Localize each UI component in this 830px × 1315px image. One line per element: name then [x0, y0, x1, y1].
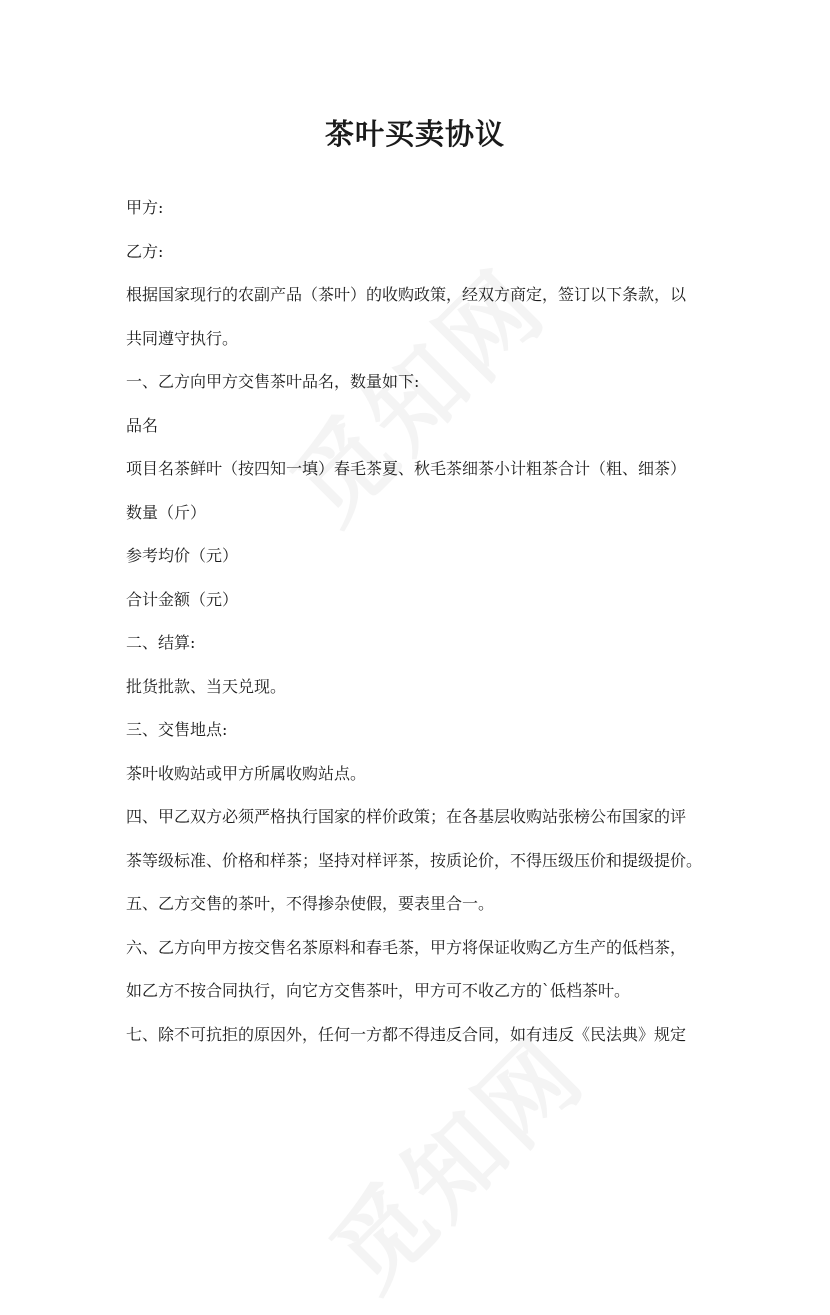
table-label-total-amount: 合计金额（元）	[126, 589, 239, 609]
document-body	[126, 186, 716, 1056]
document-title: 茶叶买卖协议	[324, 117, 505, 151]
clause-5: 五、乙方交售的茶叶，不得掺杂使假，要表里合一。	[126, 894, 495, 913]
clause-6-line-2: 如乙方不按合同执行，向它方交售茶叶，甲方可不收乙方的`低档茶叶。	[126, 981, 631, 1000]
party-b-line: 乙方:	[126, 241, 164, 261]
table-label-product: 品名	[126, 415, 159, 435]
preamble-line-1: 根据国家现行的农副产品（茶叶）的收购政策，经双方商定，签订以下条款，以	[126, 285, 687, 304]
table-label-avg-price: 参考均价（元）	[126, 546, 239, 565]
table-label-items: 项目名茶鲜叶（按四知一填）春毛茶夏、秋毛茶细茶小计粗茶合计（粗、细茶）	[126, 459, 687, 478]
clause-7-line-1: 七、除不可抗拒的原因外，任何一方都不得违反合同，如有违反《民法典》规定	[126, 1024, 687, 1044]
clause-4-line-1: 四、甲乙双方必须严格执行国家的样价政策；在各基层收购站张榜公布国家的评	[126, 807, 687, 826]
clause-3-body: 茶叶收购站或甲方所属收购站点。	[126, 763, 367, 783]
clause-2-body: 批货批款、当天兑现。	[126, 676, 287, 696]
clause-2-heading: 二、结算:	[126, 633, 196, 652]
party-a-line: 甲方:	[126, 198, 164, 217]
table-label-quantity: 数量（斤）	[126, 502, 207, 522]
clause-4-line-2: 茶等级标准、价格和样茶；坚持对样评茶，按质论价，不得压级压价和提级提价。	[126, 850, 703, 870]
clause-3-heading: 三、交售地点:	[126, 720, 228, 739]
clause-1-heading: 一、乙方向甲方交售茶叶品名，数量如下:	[126, 372, 420, 391]
preamble-line-2: 共同遵守执行。	[126, 328, 239, 348]
clause-6-line-1: 六、乙方向甲方按交售名茶原料和春毛茶，甲方将保证收购乙方生产的低档茶，	[126, 937, 687, 957]
